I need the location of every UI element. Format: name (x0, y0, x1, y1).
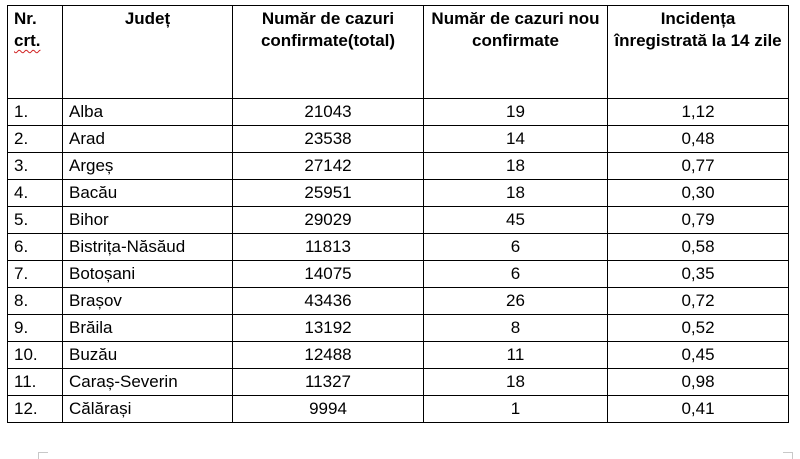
cell-judet: Bistrița-Năsăud (63, 234, 233, 261)
cell-judet: Arad (63, 126, 233, 153)
table-row (8, 396, 789, 423)
header-incidence: Incidența înregistrată la 14 zile (608, 6, 789, 99)
cell-nr: 5. (8, 207, 63, 234)
header-new-cases: Număr de cazuri nou confirmate (424, 6, 608, 99)
cell-new-cases: 6 (424, 261, 608, 288)
cell-new-cases: 18 (424, 153, 608, 180)
cell-judet: Buzău (63, 342, 233, 369)
cell-total-cases: 9994 (233, 396, 424, 423)
cell-new-cases: 6 (424, 234, 608, 261)
header-nr-line2: crt. (14, 31, 41, 50)
cell-new-cases: 45 (424, 207, 608, 234)
cell-new-cases: 14 (424, 126, 608, 153)
cell-judet: Brăila (63, 315, 233, 342)
header-nr-line1: Nr. (14, 9, 37, 28)
table-row (8, 315, 789, 342)
cell-new-cases: 11 (424, 342, 608, 369)
table-body (8, 99, 789, 423)
cell-new-cases: 19 (424, 99, 608, 126)
cell-nr: 12. (8, 396, 63, 423)
cell-incidence: 0,98 (608, 369, 789, 396)
cell-total-cases: 21043 (233, 99, 424, 126)
covid-cases-table (7, 5, 789, 423)
header-judet: Județ (63, 6, 233, 99)
corner-mark-right (783, 452, 793, 459)
cell-nr: 3. (8, 153, 63, 180)
cell-nr: 2. (8, 126, 63, 153)
cell-nr: 9. (8, 315, 63, 342)
table-row (8, 288, 789, 315)
cell-incidence: 0,41 (608, 396, 789, 423)
table-row (8, 261, 789, 288)
cell-nr: 10. (8, 342, 63, 369)
table-row (8, 369, 789, 396)
corner-mark-left (38, 452, 48, 459)
cell-total-cases: 14075 (233, 261, 424, 288)
table-row (8, 126, 789, 153)
cell-nr: 6. (8, 234, 63, 261)
cell-new-cases: 1 (424, 396, 608, 423)
table-row (8, 342, 789, 369)
cell-nr: 4. (8, 180, 63, 207)
cell-judet: Bacău (63, 180, 233, 207)
cell-total-cases: 12488 (233, 342, 424, 369)
cell-total-cases: 13192 (233, 315, 424, 342)
cell-incidence: 0,35 (608, 261, 789, 288)
cell-total-cases: 23538 (233, 126, 424, 153)
cell-incidence: 1,12 (608, 99, 789, 126)
cell-incidence: 0,58 (608, 234, 789, 261)
cell-total-cases: 25951 (233, 180, 424, 207)
cell-judet: Argeș (63, 153, 233, 180)
cell-new-cases: 26 (424, 288, 608, 315)
cell-judet: Călărași (63, 396, 233, 423)
cell-incidence: 0,45 (608, 342, 789, 369)
cell-incidence: 0,30 (608, 180, 789, 207)
cell-new-cases: 8 (424, 315, 608, 342)
cell-judet: Brașov (63, 288, 233, 315)
table-row (8, 180, 789, 207)
cell-nr: 8. (8, 288, 63, 315)
cell-incidence: 0,79 (608, 207, 789, 234)
header-total-cases: Număr de cazuri confirmate(total) (233, 6, 424, 99)
table-row (8, 99, 789, 126)
cell-incidence: 0,77 (608, 153, 789, 180)
cell-nr: 11. (8, 369, 63, 396)
cell-incidence: 0,52 (608, 315, 789, 342)
cell-incidence: 0,72 (608, 288, 789, 315)
table-row (8, 153, 789, 180)
table-header-row (8, 6, 789, 99)
cell-total-cases: 11327 (233, 369, 424, 396)
cell-incidence: 0,48 (608, 126, 789, 153)
table-row (8, 207, 789, 234)
cell-judet: Bihor (63, 207, 233, 234)
cell-judet: Botoșani (63, 261, 233, 288)
cell-new-cases: 18 (424, 180, 608, 207)
cell-total-cases: 11813 (233, 234, 424, 261)
header-nr-crt (8, 6, 63, 99)
cell-judet: Alba (63, 99, 233, 126)
table-row (8, 234, 789, 261)
cell-new-cases: 18 (424, 369, 608, 396)
cell-total-cases: 43436 (233, 288, 424, 315)
cell-total-cases: 27142 (233, 153, 424, 180)
cell-nr: 1. (8, 99, 63, 126)
cell-total-cases: 29029 (233, 207, 424, 234)
cell-judet: Caraș-Severin (63, 369, 233, 396)
cell-nr: 7. (8, 261, 63, 288)
